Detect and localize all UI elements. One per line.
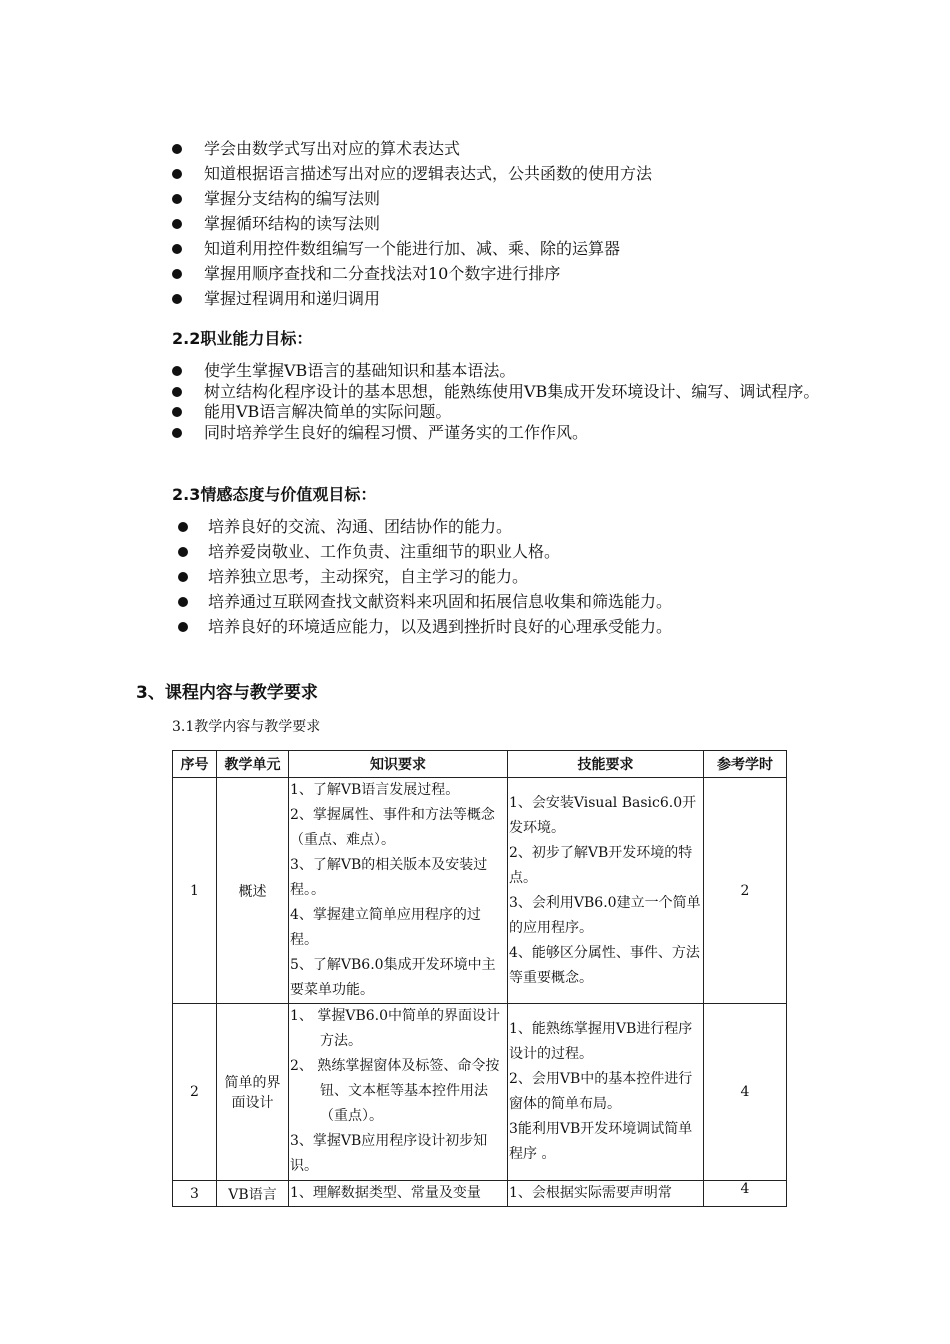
vocational-heading: 2.2职业能力目标： [172, 329, 313, 348]
row-hours: 4 [704, 1004, 787, 1181]
affective-heading: 2.3情感态度与价值观目标： [172, 485, 377, 504]
knowledge-item: 3、掌握VB应用程序设计初步知识。 [290, 1133, 488, 1174]
row-unit: 概述 [217, 778, 289, 1004]
row-no: 1 [173, 778, 217, 1004]
header-hours: 参考学时 [704, 751, 787, 778]
row-unit: VB语言 [217, 1181, 289, 1207]
knowledge-item: 1、 掌握VB6.0中简单的界面设计方法。 [290, 1008, 501, 1049]
row-knowledge [289, 1004, 508, 1181]
table-row [173, 778, 787, 1004]
skill-item: 1、能熟练掌握用VB进行程序设计的过程。 [509, 1021, 693, 1062]
list-item: 培养良好的环境适应能力，以及遇到挫折时良好的心理承受能力。 [170, 614, 672, 639]
header-knowledge: 知识要求 [289, 751, 508, 778]
table-row [173, 1004, 787, 1181]
list-item: 掌握分支结构的编写法则 [170, 186, 652, 211]
list-item: 掌握循环结构的读写法则 [170, 211, 652, 236]
list-item: 培养通过互联网查找文献资料来巩固和拓展信息收集和筛选能力。 [170, 589, 672, 614]
list-item: 培养独立思考，主动探究，自主学习的能力。 [170, 564, 672, 589]
row-knowledge [289, 1181, 508, 1207]
header-unit: 教学单元 [217, 751, 289, 778]
row-no: 3 [173, 1181, 217, 1207]
skill-item: 4、能够区分属性、事件、方法等重要概念。 [509, 944, 700, 986]
subsection-title: 3.1教学内容与教学要求 [172, 719, 321, 735]
course-table [172, 750, 787, 1207]
skill-item: 3能利用VB开发环境调试简单程序 。 [509, 1121, 693, 1162]
knowledge-item: 1、理解数据类型、常量及变量 [290, 1185, 481, 1201]
knowledge-item: 2、 熟练掌握窗体及标签、命令按钮、文本框等基本控件用法（重点）。 [290, 1058, 500, 1124]
skill-item: 3、会利用VB6.0建立一个简单的应用程序。 [509, 894, 701, 936]
knowledge-goal-list [170, 136, 652, 311]
knowledge-item: 4、掌握建立简单应用程序的过程。 [290, 907, 481, 948]
row-skills [508, 778, 704, 1004]
list-item: 掌握用顺序查找和二分查找法对10个数字进行排序 [170, 261, 652, 286]
list-item: 知道利用控件数组编写一个能进行加、减、乘、除的运算器 [170, 236, 652, 261]
knowledge-item: 1、了解VB语言发展过程。 [290, 782, 460, 798]
list-item: 掌握过程调用和递归调用 [170, 286, 652, 311]
knowledge-item: 5、了解VB6.0集成开发环境中主要菜单功能。 [290, 957, 496, 998]
row-skills [508, 1181, 704, 1207]
skill-item: 1、会根据实际需要声明常 [509, 1185, 672, 1201]
section-title: 3、课程内容与教学要求 [136, 683, 318, 703]
knowledge-item: 2、掌握属性、事件和方法等概念（重点、难点）。 [290, 807, 495, 848]
list-item: 使学生掌握VB语言的基础知识和基本语法。 [170, 361, 830, 381]
knowledge-item: 3、了解VB的相关版本及安装过程。。 [290, 857, 488, 898]
row-hours: 2 [704, 778, 787, 1004]
list-item: 培养爱岗敬业、工作负责、注重细节的职业人格。 [170, 539, 672, 564]
row-skills [508, 1004, 704, 1181]
affective-goal-list [170, 514, 672, 639]
row-no: 2 [173, 1004, 217, 1181]
list-item: 知道根据语言描述写出对应的逻辑表达式，公共函数的使用方法 [170, 161, 652, 186]
skill-item: 2、会用VB中的基本控件进行窗体的简单布局。 [509, 1071, 693, 1112]
list-item: 培养良好的交流、沟通、团结协作的能力。 [170, 514, 672, 539]
skill-item: 1、会安装Visual Basic6.0开发环境。 [509, 794, 697, 836]
header-no: 序号 [173, 751, 217, 778]
row-knowledge [289, 778, 508, 1004]
table-header-row [173, 751, 787, 778]
list-item: 学会由数学式写出对应的算术表达式 [170, 136, 652, 161]
row-unit: 简单的界面设计 [217, 1004, 289, 1181]
list-item: 同时培养学生良好的编程习惯、严谨务实的工作作风。 [170, 423, 830, 443]
row-hours: 4 [704, 1181, 787, 1207]
vocational-goal-list [170, 361, 830, 443]
table-row [173, 1181, 787, 1207]
list-item: 树立结构化程序设计的基本思想，能熟练使用VB集成开发环境设计、编写、调试程序。 [170, 382, 830, 402]
header-skills: 技能要求 [508, 751, 704, 778]
list-item: 能用VB语言解决简单的实际问题。 [170, 402, 830, 422]
skill-item: 2、初步了解VB开发环境的特点。 [509, 844, 693, 886]
